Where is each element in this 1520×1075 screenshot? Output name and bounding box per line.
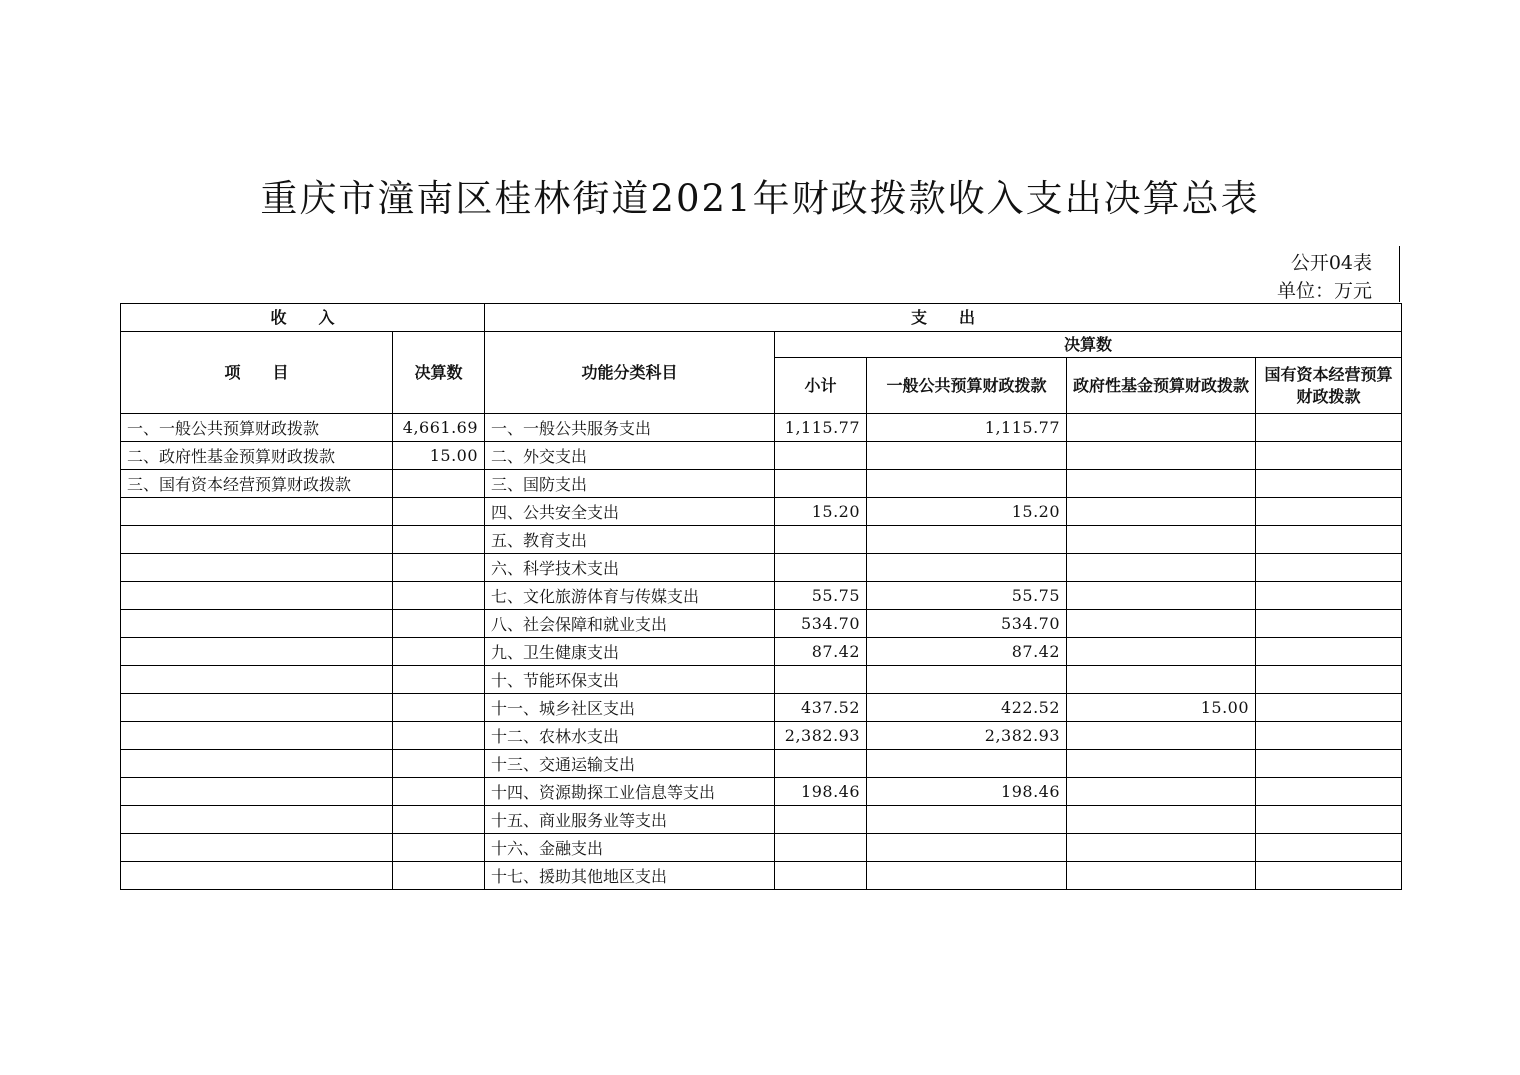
- income-item-cell: [121, 666, 393, 694]
- gov-fund-cell: [1067, 526, 1256, 554]
- state-capital-cell: [1256, 778, 1402, 806]
- state-capital-cell: [1256, 442, 1402, 470]
- table-row: [121, 722, 1402, 750]
- category-cell: 一、一般公共服务支出: [485, 414, 775, 442]
- budget-table: [120, 303, 1402, 890]
- table-number: 公开04表: [1290, 252, 1372, 274]
- state-capital-cell: [1256, 694, 1402, 722]
- expense-header: 支 出: [485, 304, 1402, 332]
- state-capital-cell: [1256, 834, 1402, 862]
- general-budget-cell: [867, 862, 1067, 890]
- state-capital-cell: [1256, 666, 1402, 694]
- state-capital-cell: [1256, 498, 1402, 526]
- general-budget-cell: [867, 442, 1067, 470]
- state-capital-cell: [1256, 470, 1402, 498]
- table-row: [121, 470, 1402, 498]
- general-budget-cell: [867, 470, 1067, 498]
- table-row: [121, 610, 1402, 638]
- general-budget-cell: 198.46: [867, 778, 1067, 806]
- subtotal-cell: 198.46: [775, 778, 867, 806]
- table-row: [121, 778, 1402, 806]
- gov-fund-cell: [1067, 834, 1256, 862]
- general-budget-cell: [867, 750, 1067, 778]
- subtotal-cell: 15.20: [775, 498, 867, 526]
- subtotal-cell: [775, 834, 867, 862]
- gov-fund-cell: [1067, 610, 1256, 638]
- income-item-cell: [121, 806, 393, 834]
- category-cell: 十五、商业服务业等支出: [485, 806, 775, 834]
- state-capital-cell: [1256, 582, 1402, 610]
- income-item-cell: [121, 722, 393, 750]
- general-budget-cell: 534.70: [867, 610, 1067, 638]
- table-row: [121, 442, 1402, 470]
- state-capital-cell: [1256, 638, 1402, 666]
- general-budget-cell: 2,382.93: [867, 722, 1067, 750]
- subtotal-header: 小计: [775, 358, 867, 414]
- subtotal-cell: 87.42: [775, 638, 867, 666]
- gov-fund-cell: [1067, 666, 1256, 694]
- subtotal-cell: 534.70: [775, 610, 867, 638]
- table-meta: [1200, 246, 1400, 302]
- gov-fund-cell: [1067, 638, 1256, 666]
- income-amount-cell: 4,661.69: [393, 414, 485, 442]
- unit-label: 单位：万元: [1276, 280, 1372, 302]
- general-budget-cell: 1,115.77: [867, 414, 1067, 442]
- state-capital-cell: [1256, 750, 1402, 778]
- table-row: [121, 498, 1402, 526]
- table-row: [121, 554, 1402, 582]
- item-header: 项 目: [121, 332, 393, 414]
- income-amount-cell: [393, 526, 485, 554]
- gov-fund-cell: [1067, 414, 1256, 442]
- income-amount-cell: [393, 666, 485, 694]
- table-row: [121, 526, 1402, 554]
- subtotal-cell: [775, 862, 867, 890]
- income-amount-cell: [393, 750, 485, 778]
- function-category-header: 功能分类科目: [485, 332, 775, 414]
- income-item-cell: [121, 526, 393, 554]
- table-row: [121, 694, 1402, 722]
- income-item-cell: [121, 750, 393, 778]
- table-row: [121, 862, 1402, 890]
- state-capital-cell: [1256, 414, 1402, 442]
- gov-fund-cell: [1067, 582, 1256, 610]
- general-budget-cell: [867, 666, 1067, 694]
- state-capital-cell: [1256, 806, 1402, 834]
- general-budget-cell: 87.42: [867, 638, 1067, 666]
- general-budget-header: 一般公共预算财政拨款: [867, 358, 1067, 414]
- table-row: [121, 806, 1402, 834]
- general-budget-cell: 422.52: [867, 694, 1067, 722]
- general-budget-cell: 55.75: [867, 582, 1067, 610]
- income-item-cell: [121, 694, 393, 722]
- income-item-cell: 一、一般公共预算财政拨款: [121, 414, 393, 442]
- category-cell: 十一、城乡社区支出: [485, 694, 775, 722]
- state-capital-cell: [1256, 862, 1402, 890]
- general-budget-cell: [867, 526, 1067, 554]
- state-capital-cell: [1256, 610, 1402, 638]
- category-cell: 四、公共安全支出: [485, 498, 775, 526]
- gov-fund-cell: [1067, 862, 1256, 890]
- state-capital-cell: [1256, 526, 1402, 554]
- income-item-cell: 二、政府性基金预算财政拨款: [121, 442, 393, 470]
- income-item-cell: [121, 638, 393, 666]
- income-item-cell: [121, 778, 393, 806]
- general-budget-cell: [867, 806, 1067, 834]
- income-item-cell: [121, 582, 393, 610]
- income-amount-cell: [393, 778, 485, 806]
- final-amount-group-header: 决算数: [775, 332, 1402, 358]
- category-cell: 六、科学技术支出: [485, 554, 775, 582]
- income-item-cell: [121, 610, 393, 638]
- income-amount-cell: [393, 694, 485, 722]
- gov-fund-cell: [1067, 750, 1256, 778]
- subtotal-cell: 1,115.77: [775, 414, 867, 442]
- gov-fund-cell: 15.00: [1067, 694, 1256, 722]
- subtotal-cell: [775, 666, 867, 694]
- category-cell: 十六、金融支出: [485, 834, 775, 862]
- subtotal-cell: [775, 554, 867, 582]
- table-row: [121, 666, 1402, 694]
- category-cell: 十二、农林水支出: [485, 722, 775, 750]
- subtotal-cell: [775, 806, 867, 834]
- table-row: [121, 834, 1402, 862]
- table-row: [121, 750, 1402, 778]
- category-cell: 十四、资源勘探工业信息等支出: [485, 778, 775, 806]
- income-amount-cell: [393, 862, 485, 890]
- income-amount-cell: [393, 610, 485, 638]
- income-header: 收 入: [121, 304, 485, 332]
- state-capital-cell: [1256, 722, 1402, 750]
- table-body: [121, 414, 1402, 890]
- income-item-cell: [121, 554, 393, 582]
- income-amount-cell: [393, 582, 485, 610]
- gov-fund-cell: [1067, 470, 1256, 498]
- category-cell: 二、外交支出: [485, 442, 775, 470]
- income-amount-cell: [393, 834, 485, 862]
- subtotal-cell: [775, 442, 867, 470]
- subtotal-cell: [775, 750, 867, 778]
- general-budget-cell: [867, 834, 1067, 862]
- category-cell: 五、教育支出: [485, 526, 775, 554]
- table-row: [121, 414, 1402, 442]
- state-capital-budget-header: 国有资本经营预算财政拨款: [1256, 358, 1402, 414]
- category-cell: 十三、交通运输支出: [485, 750, 775, 778]
- table-row: [121, 582, 1402, 610]
- income-amount-cell: [393, 638, 485, 666]
- income-item-cell: 三、国有资本经营预算财政拨款: [121, 470, 393, 498]
- state-capital-cell: [1256, 554, 1402, 582]
- income-item-cell: [121, 834, 393, 862]
- income-item-cell: [121, 862, 393, 890]
- page-title: 重庆市潼南区桂林街道2021年财政拨款收入支出决算总表: [260, 177, 1260, 220]
- gov-fund-cell: [1067, 778, 1256, 806]
- gov-fund-cell: [1067, 554, 1256, 582]
- income-amount-cell: [393, 554, 485, 582]
- income-amount-cell: [393, 470, 485, 498]
- income-amount-cell: [393, 806, 485, 834]
- gov-fund-cell: [1067, 806, 1256, 834]
- category-cell: 七、文化旅游体育与传媒支出: [485, 582, 775, 610]
- income-amount-header: 决算数: [393, 332, 485, 414]
- income-amount-cell: 15.00: [393, 442, 485, 470]
- gov-fund-cell: [1067, 498, 1256, 526]
- subtotal-cell: 437.52: [775, 694, 867, 722]
- category-cell: 十、节能环保支出: [485, 666, 775, 694]
- general-budget-cell: 15.20: [867, 498, 1067, 526]
- subtotal-cell: 55.75: [775, 582, 867, 610]
- gov-fund-cell: [1067, 442, 1256, 470]
- subtotal-cell: 2,382.93: [775, 722, 867, 750]
- income-amount-cell: [393, 722, 485, 750]
- subtotal-cell: [775, 470, 867, 498]
- income-amount-cell: [393, 498, 485, 526]
- category-cell: 三、国防支出: [485, 470, 775, 498]
- category-cell: 八、社会保障和就业支出: [485, 610, 775, 638]
- category-cell: 十七、援助其他地区支出: [485, 862, 775, 890]
- income-item-cell: [121, 498, 393, 526]
- general-budget-cell: [867, 554, 1067, 582]
- gov-fund-cell: [1067, 722, 1256, 750]
- category-cell: 九、卫生健康支出: [485, 638, 775, 666]
- gov-fund-budget-header: 政府性基金预算财政拨款: [1067, 358, 1256, 414]
- subtotal-cell: [775, 526, 867, 554]
- table-row: [121, 638, 1402, 666]
